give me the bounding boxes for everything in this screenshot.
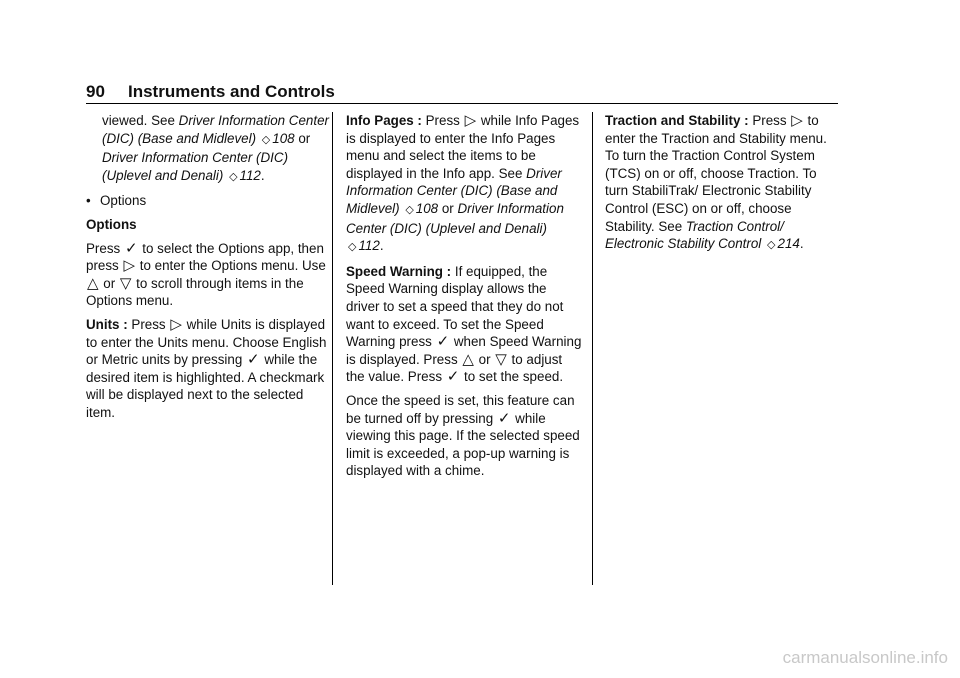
arrow-right-icon: ▷ — [791, 112, 803, 129]
page-ref[interactable]: 214 — [777, 236, 800, 252]
page-ref[interactable]: 112 — [239, 167, 261, 183]
bullet-item-options: • Options — [86, 193, 147, 209]
column-3 — [605, 112, 841, 261]
paragraph-speed-off: Once the speed is set, this feature can be turned off by pressing ✓ while viewing this page. If the selected speed limit is exceeded, a pop-up warning is displayed with a chime. — [346, 392, 580, 479]
up-arrow-icon: △ — [87, 274, 99, 292]
checkmark-icon: ✓ — [124, 239, 138, 257]
heading-options: Options — [86, 216, 137, 232]
column-divider — [332, 112, 333, 585]
section-title: Instruments and Controls — [128, 82, 335, 101]
paragraph-press-options: Press ✓ to select the Options app, then press ▷ to enter the Options menu. Use △ or ▽ to scroll through items in the Options menu. — [86, 239, 326, 309]
page-ref[interactable]: 108 — [272, 130, 295, 146]
up-arrow-icon: △ — [462, 350, 474, 368]
ref-arrow-icon: ◇ — [229, 170, 238, 183]
column-1 — [86, 112, 330, 428]
ref-arrow-icon: ◇ — [348, 241, 357, 254]
page-number: 90 — [86, 82, 105, 101]
checkmark-icon: ✓ — [247, 351, 260, 369]
ref-arrow-icon: ◇ — [405, 203, 414, 216]
term-units: Units : — [86, 316, 132, 332]
link-dic-base[interactable]: Driver Information Center (DIC) (Base and Midlevel) — [346, 165, 562, 216]
term-info-pages: Info Pages : — [346, 113, 426, 128]
column-divider — [592, 112, 593, 585]
arrow-right-icon: ▷ — [464, 112, 477, 129]
arrow-right-icon: ▷ — [170, 315, 182, 333]
paragraph-info-pages: Info Pages : Press ▷ while Info Pages is displayed to enter the Info Pages menu and select the items to be displayed in the Info app. See Driver Information Center (DIC) (Base and Midlevel) ◇ 108 or Driver Information Center (DIC) (Uplevel and Denali) ◇ 112. — [346, 112, 580, 254]
header-rule — [86, 103, 838, 104]
checkmark-icon: ✓ — [436, 333, 450, 351]
link-dic-uplevel[interactable]: Driver Information Center (DIC) (Uplevel and Denali) — [102, 150, 289, 183]
paragraph-speed-warning: Speed Warning : If equipped, the Speed Warning display allows the driver to set a speed that they do not want to exceed. To set the Speed Warning press ✓ when Speed Warning is displayed. Press △ or ▽ to adjust the value. Press ✓ to set the speed. — [346, 263, 582, 386]
page-ref[interactable]: 112 — [358, 238, 380, 254]
link-traction-control[interactable]: Traction Control/ Electronic Stability Control — [605, 218, 784, 252]
bullet-icon: • — [86, 193, 91, 209]
checkmark-icon: ✓ — [446, 368, 460, 386]
ref-arrow-icon: ◇ — [767, 239, 776, 252]
page-header — [86, 82, 838, 104]
column-2 — [346, 112, 582, 486]
term-speed-warning: Speed Warning : — [346, 263, 455, 279]
paragraph-traction-stability: Traction and Stability : Press ▷ to enter the Traction and Stability menu. To turn the Traction Control System (TCS) on or off, choose Traction. To turn StabiliTrak/ Electronic Stability Control (ESC) on or off, choose Stability. See Traction Control/ Electronic Stability Control ◇ 214. — [605, 112, 827, 252]
ref-arrow-icon: ◇ — [261, 133, 271, 146]
down-arrow-icon: ▽ — [495, 350, 507, 368]
down-arrow-icon: ▽ — [119, 274, 132, 292]
paragraph-units: Units : Press ▷ while Units is displayed to enter the Units menu. Choose English or Metric units by pressing ✓ while the desired item is highlighted. A checkmark will be displayed next to the selected item. — [86, 315, 327, 420]
watermark: carmanualsonline.info — [782, 648, 948, 667]
checkmark-icon: ✓ — [497, 409, 511, 427]
term-traction-stability: Traction and Stability : — [605, 113, 753, 128]
page-ref[interactable]: 108 — [415, 200, 439, 216]
paragraph-viewed: viewed. See Driver Information Center (DIC) (Base and Midlevel) ◇ 108 or Driver Information Center (DIC) (Uplevel and Denali) ◇ 112. — [102, 113, 329, 183]
link-dic-uplevel[interactable]: Driver Information Center (DIC) (Uplevel and Denali) — [346, 200, 564, 236]
arrow-right-icon: ▷ — [123, 257, 136, 275]
link-dic-base[interactable]: Driver Information Center (DIC) (Base and Midlevel) — [102, 113, 329, 146]
